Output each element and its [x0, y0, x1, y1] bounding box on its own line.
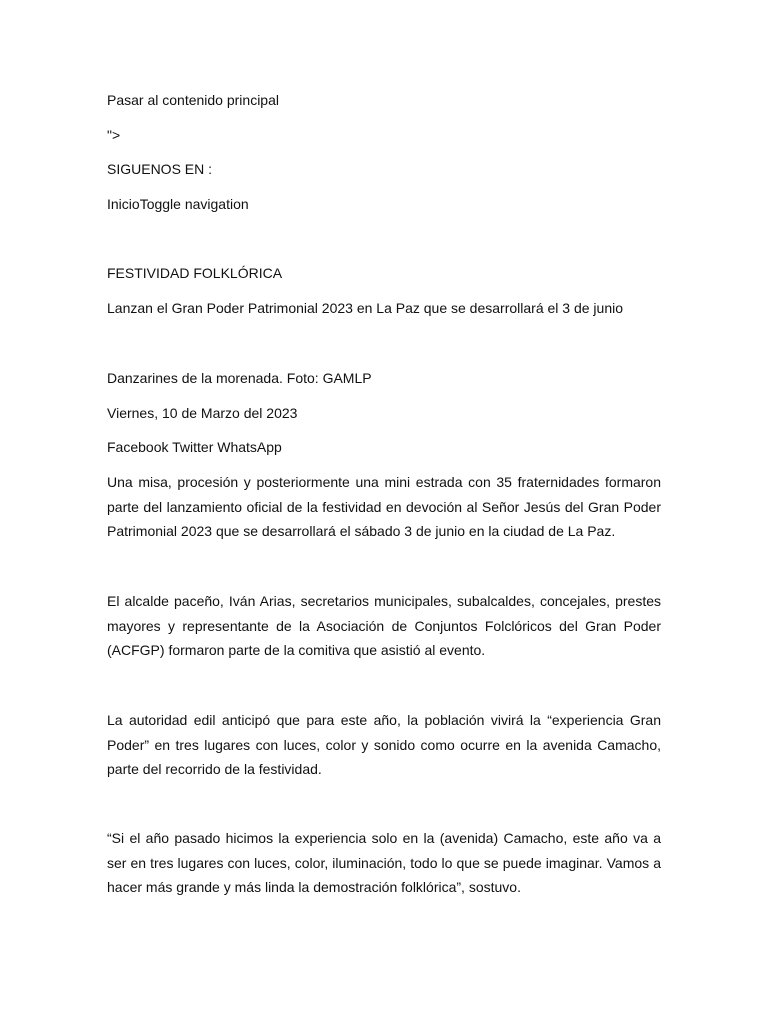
- article-paragraph-4: “Si el año pasado hicimos la experiencia solo en la (avenida) Camacho, este año va a ser en tres lugares con luces, color, iluminación, todo lo que se puede imaginar. Vamos a hacer más grande y más linda la demostración folklórica”, sostuvo.: [107, 830, 661, 895]
- skip-to-content-text[interactable]: Pasar al contenido principal: [107, 92, 279, 108]
- facebook-share-link[interactable]: Facebook: [107, 439, 169, 455]
- skip-to-content-link[interactable]: [107, 91, 279, 109]
- nav-bar: [107, 195, 249, 213]
- photo-caption: Danzarines de la morenada. Foto: GAMLP: [107, 370, 372, 386]
- toggle-navigation-button[interactable]: Toggle navigation: [139, 196, 249, 212]
- home-link[interactable]: Inicio: [107, 196, 140, 212]
- whatsapp-share-link[interactable]: WhatsApp: [217, 439, 282, 455]
- share-links: [107, 438, 282, 456]
- article-paragraph-3: La autoridad edil anticipó que para este año, la población vivirá la “experiencia Gran Poder” en tres lugares con luces, color y sonido como ocurre en la avenida Camacho, parte del recorrido de la festividad.: [107, 712, 661, 777]
- social-heading: SIGUENOS EN :: [107, 161, 213, 177]
- article-date: Viernes, 10 de Marzo del 2023: [107, 405, 298, 421]
- article-category: FESTIVIDAD FOLKLÓRICA: [107, 265, 283, 281]
- article-paragraph-2: El alcalde paceño, Iván Arias, secretarios municipales, subalcaldes, concejales, prestes mayores y representante de la Asociación de Conjuntos Folclóricos del Gran Poder (ACFGP) formaron parte de la comitiva que asistió al evento.: [107, 593, 661, 658]
- twitter-share-link[interactable]: Twitter: [172, 439, 214, 455]
- article-headline: Lanzan el Gran Poder Patrimonial 2023 en La Paz que se desarrollará el 3 de junio: [107, 300, 623, 316]
- article-paragraph-1: Una misa, procesión y posteriormente una mini estrada con 35 fraternidades formaron parte del lanzamiento oficial de la festividad en devoción al Señor Jesús del Gran Poder Patrimonial 2023 que se desarrollará el sábado 3 de junio en la ciudad de La Paz.: [107, 474, 661, 539]
- stray-markup-text: ">: [107, 127, 121, 143]
